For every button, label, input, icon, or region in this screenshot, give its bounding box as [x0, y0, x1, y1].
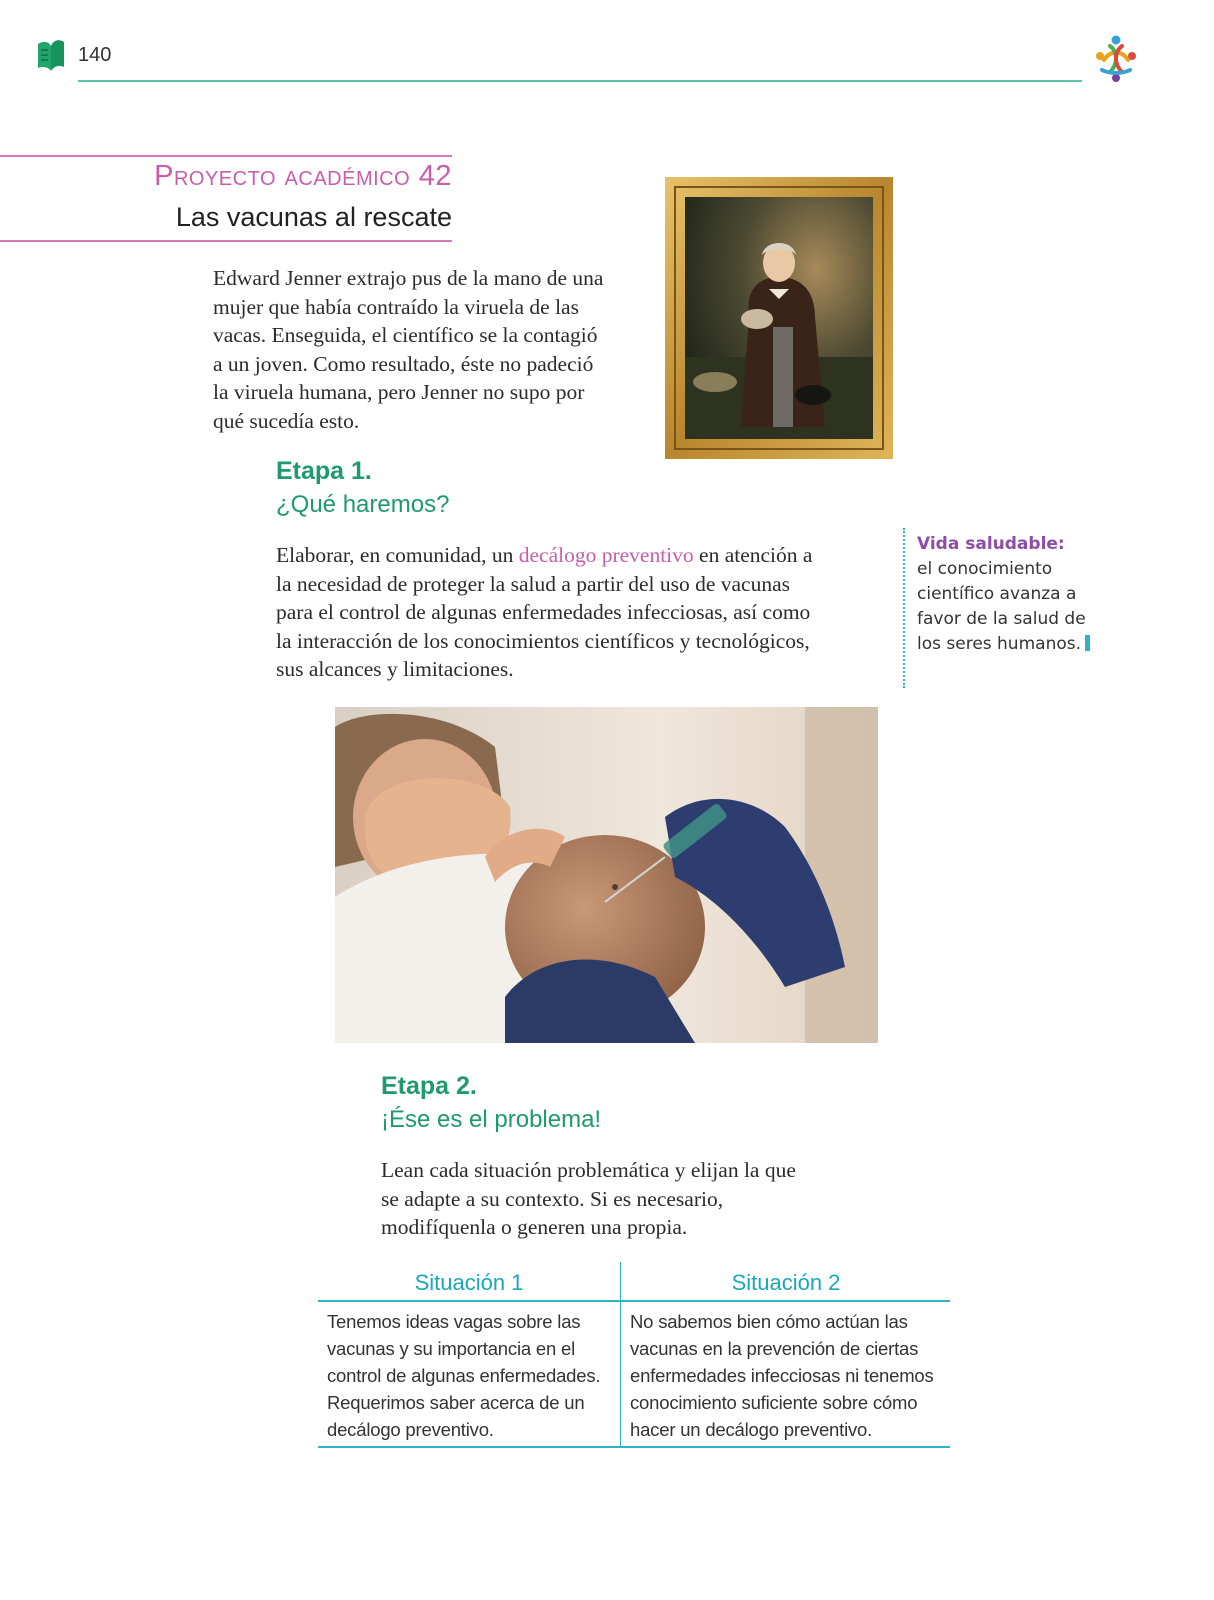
stage-1-label: Etapa 1.	[276, 457, 372, 485]
side-note	[917, 532, 1107, 657]
stage-1-text-start: Elaborar, en comunidad, un	[276, 543, 519, 567]
side-note-text: el conocimiento científico avanza a favor de la salud de los seres humanos.	[917, 559, 1086, 654]
stage-2-title: ¡Ése es el problema!	[381, 1106, 602, 1133]
situation-2-heading: Situación 2	[731, 1270, 841, 1295]
open-book-icon	[34, 38, 68, 74]
page-number: 140	[78, 44, 112, 66]
colored-figures-logo-icon	[1088, 30, 1144, 86]
portrait-painting	[665, 177, 893, 459]
side-note-heading: Vida saludable:	[917, 534, 1065, 554]
table-header-rule	[318, 1300, 950, 1302]
title-rule-bottom	[0, 240, 452, 242]
project-title: Las vacunas al rescate	[175, 202, 452, 232]
stage-1-title: ¿Qué haremos?	[276, 491, 450, 518]
vaccination-photo	[335, 707, 878, 1043]
end-marker-icon	[1085, 635, 1090, 651]
header-rule	[78, 80, 1082, 82]
stage-1-paragraph	[276, 541, 816, 684]
table-bottom-rule	[318, 1446, 950, 1448]
side-note-rule	[903, 528, 905, 688]
stage-1-text-end: en atención a la necesidad de proteger la salud a partir del uso de vacunas para el control de algunas enfermedades infecciosas, así como la interacción de los conocimientos científicos y tecnológicos, sus alcances y limitaciones.	[276, 543, 813, 682]
situation-1-text: Tenemos ideas vagas sobre las vacunas y su importancia en el control de algunas enfermedades. Requerimos saber acerca de un decálogo preventivo.	[327, 1311, 601, 1440]
glossary-term-decalogo: decálogo preventivo	[518, 543, 694, 567]
stage-2-label: Etapa 2.	[381, 1072, 477, 1100]
situation-1-heading: Situación 1	[414, 1270, 524, 1295]
stage-2-paragraph: Lean cada situación problemática y elijan la que se adapte a su contexto. Si es necesario, modifíquenla o generen una propia.	[381, 1158, 796, 1240]
table-column-divider	[620, 1262, 621, 1448]
intro-paragraph: Edward Jenner extrajo pus de la mano de una mujer que había contraído la viruela de las vacas. Enseguida, el científico se la contagió a un joven. Como resultado, éste no padeció la viruela humana, pero Jenner no supo por qué sucedía esto.	[213, 266, 604, 433]
project-label: Proyecto académico 42	[154, 160, 452, 192]
title-rule-top	[0, 155, 452, 157]
situation-2-text: No sabemos bien cómo actúan las vacunas en la prevención de ciertas enfermedades infecciosas ni tenemos conocimiento suficiente sobre cómo hacer un decálogo preventivo.	[630, 1311, 934, 1440]
